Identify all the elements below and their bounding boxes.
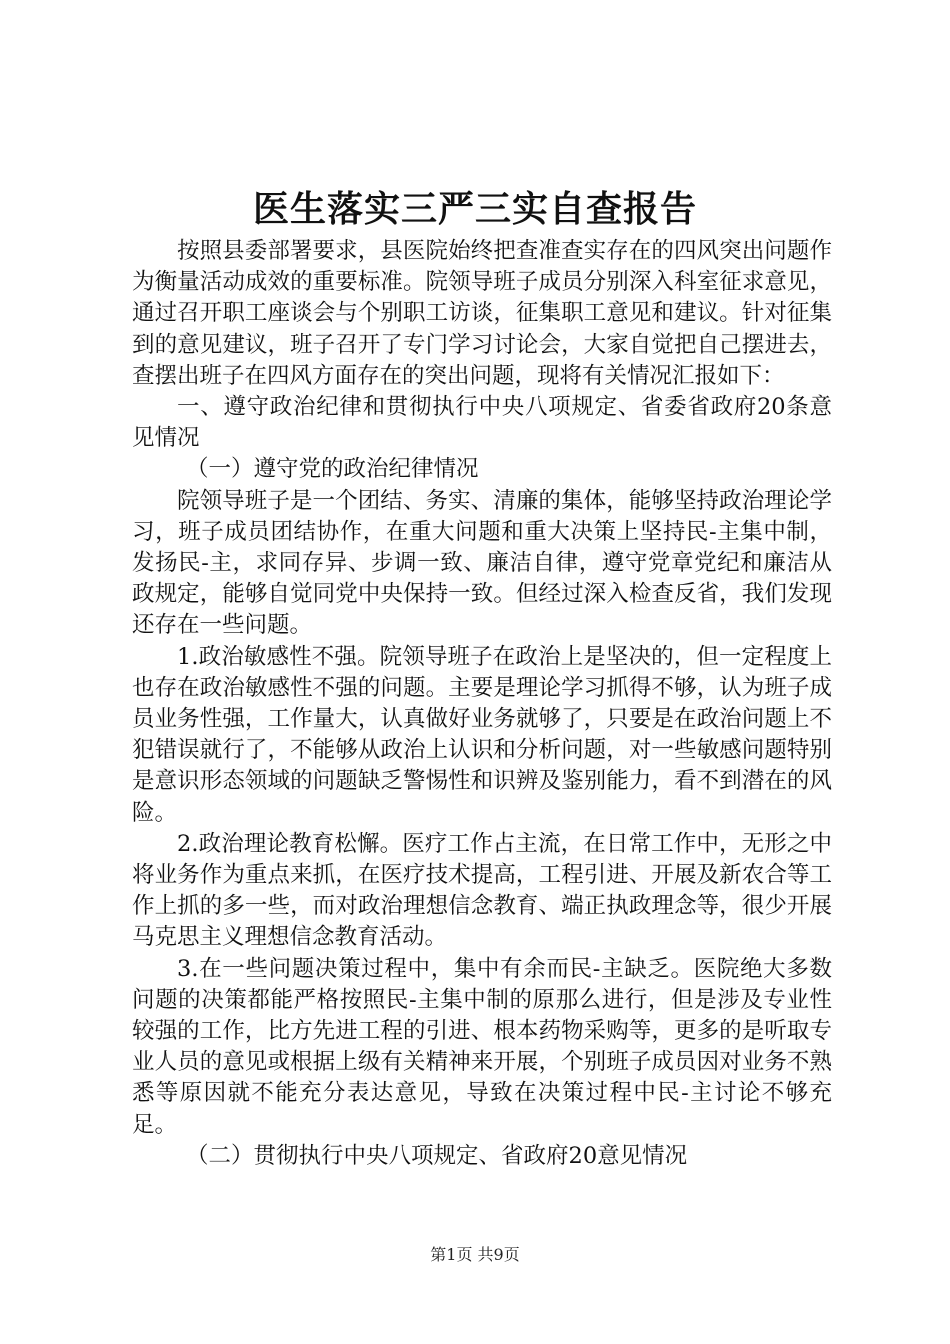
numbered-item-2: 2.政治理论教育松懈。医疗工作占主流，在日常工作中，无形之中将业务作为重点来抓，在医疗技术提高，工程引进、开展及新农合等工作上抓的多一些，而对政治理想信念教育、端正执政理念等，很少开展马克思主义理想信念教育活动。 [132, 830, 832, 951]
body-paragraph: 院领导班子是一个团结、务实、清廉的集体，能够坚持政治理论学习，班子成员团结协作，在重大问题和重大决策上坚持民-主集中制，发扬民-主，求同存异、步调一致、廉洁自律，遵守党章党纪和廉洁从政规定，能够自觉同党中央保持一致。但经过深入检查反省，我们发现还存在一些问题。 [132, 487, 832, 639]
section-heading-1: 一、遵守政治纪律和贯彻执行中央八项规定、省委省政府20条意见情况 [132, 394, 832, 452]
intro-paragraph: 按照县委部署要求，县医院始终把查准查实存在的四风突出问题作为衡量活动成效的重要标准。院领导班子成员分别深入科室征求意见，通过召开职工座谈会与个别职工访谈，征集职工意见和建议。针对征集到的意见建议，班子召开了专门学习讨论会，大家自觉把自己摆进去，查摆出班子在四风方面存在的突出问题，现将有关情况汇报如下： [132, 238, 832, 389]
subsection-heading-1: （一）遵守党的政治纪律情况 [186, 456, 479, 483]
numbered-item-1: 1.政治敏感性不强。院领导班子在政治上是坚决的，但一定程度上也存在政治敏感性不强的问题。主要是理论学习抓得不够，认为班子成员业务性强，工作量大，认真做好业务就够了，只要是在政治问题上不犯错误就行了，不能够从政治上认识和分析问题，对一些敏感问题特别是意识形态领域的问题缺乏警惕性和识辨及鉴别能力，看不到潜在的风险。 [132, 643, 832, 826]
subsection-heading-2: （二）贯彻执行中央八项规定、省政府20意见情况 [186, 1142, 688, 1169]
document-title: 医生落实三严三实自查报告 [252, 188, 697, 230]
document-body [132, 236, 832, 1172]
page-number-footer: 第1页 共9页 [430, 1245, 520, 1264]
numbered-item-3: 3.在一些问题决策过程中，集中有余而民-主缺乏。医院绝大多数问题的决策都能严格按照民-主集中制的原那么进行，但是涉及专业性较强的工作，比方先进工程的引进、根本药物采购等，更多的是听取专业人员的意见或根据上级有关精神来开展，个别班子成员因对业务不熟悉等原因就不能充分表达意见，导致在决策过程中民-主讨论不够充足。 [132, 955, 832, 1138]
